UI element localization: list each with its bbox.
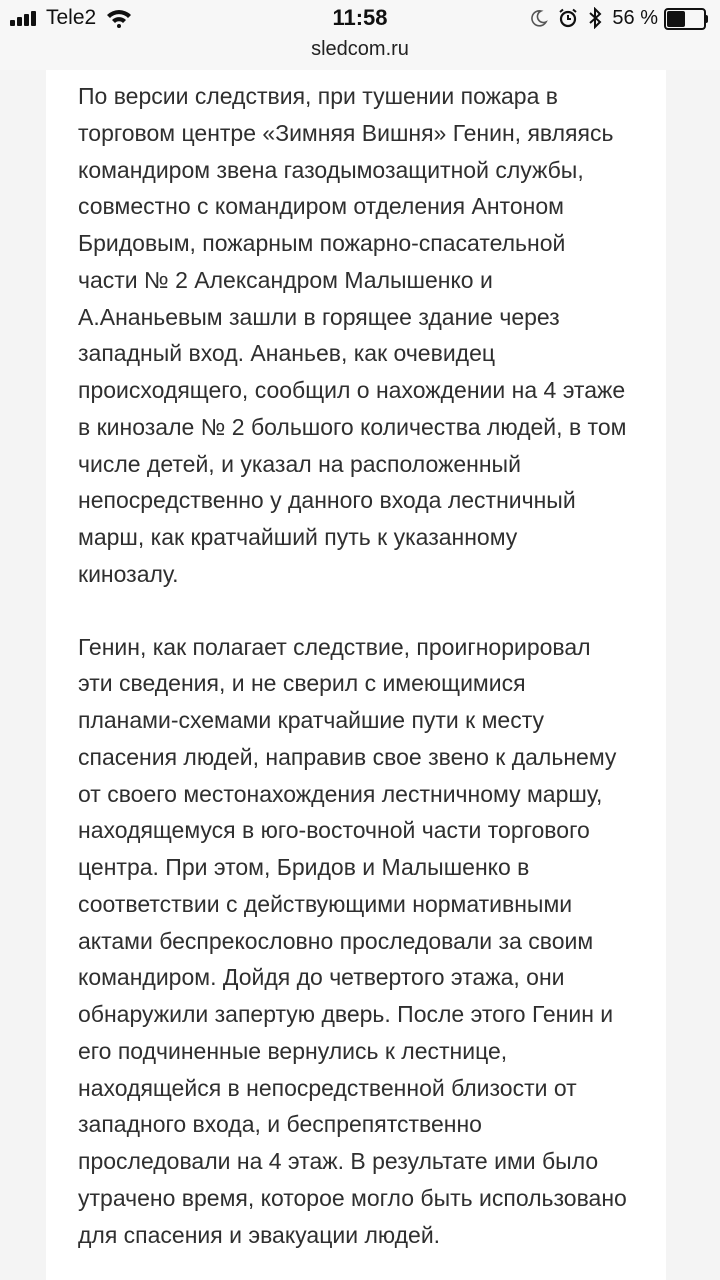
article-paragraph: Генин, как полагает следствие, проигнорировал эти сведения, и не сверил с имеющимися планами-схемами кратчайшие пути к месту спасения людей, направив свое звено к дальнему от своего местонахождения лестничному маршу, находящемуся в юго-восточной части торгового центра. При этом, Бридов и Малышенко в соответствии с действующими нормативными актами беспрекословно проследовали за своим командиром. Дойдя до четвертого этажа, они обнаружили запертую дверь. После этого Генин и его подчиненные вернулись к лестнице, находящейся в непосредственной близости от западного входа, и беспрепятственно проследовали на 4 этаж. В результате ими было утрачено время, которое могло быть использовано для спасения и эвакуации людей.	[78, 633, 627, 1248]
article-paragraph: По версии следствия, при тушении пожара в торговом центре «Зимняя Вишня» Генин, являясь командиром звена газодымозащитной службы, совместно с командиром отделения Антоном Бридовым, пожарным пожарно-спасательной части № 2 Александром Малышенко и А.Ананьевым зашли в горящее здание через западный вход. Ананьев, как очевидец происходящего, сообщил о нахождении на 4 этаже в кинозале № 2 большого количества людей, в том числе детей, и указал на расположенный непосредственно у данного входа лестничный марш, как кратчайший путь к указанному кинозалу.	[78, 83, 627, 587]
bluetooth-icon	[588, 7, 602, 29]
article-body	[78, 78, 658, 1253]
carrier-name: Tele2	[46, 6, 97, 29]
status-right	[520, 6, 708, 30]
alarm-clock-icon	[558, 8, 578, 28]
status-bar	[0, 0, 720, 36]
clock: 11:58	[332, 5, 388, 30]
do-not-disturb-moon-icon	[530, 9, 548, 27]
address-bar[interactable]	[0, 36, 720, 70]
battery-icon	[664, 8, 708, 28]
url-text[interactable]: sledcom.ru	[311, 38, 409, 60]
article-page	[46, 70, 666, 1280]
battery-percentage: 56 %	[612, 6, 658, 29]
